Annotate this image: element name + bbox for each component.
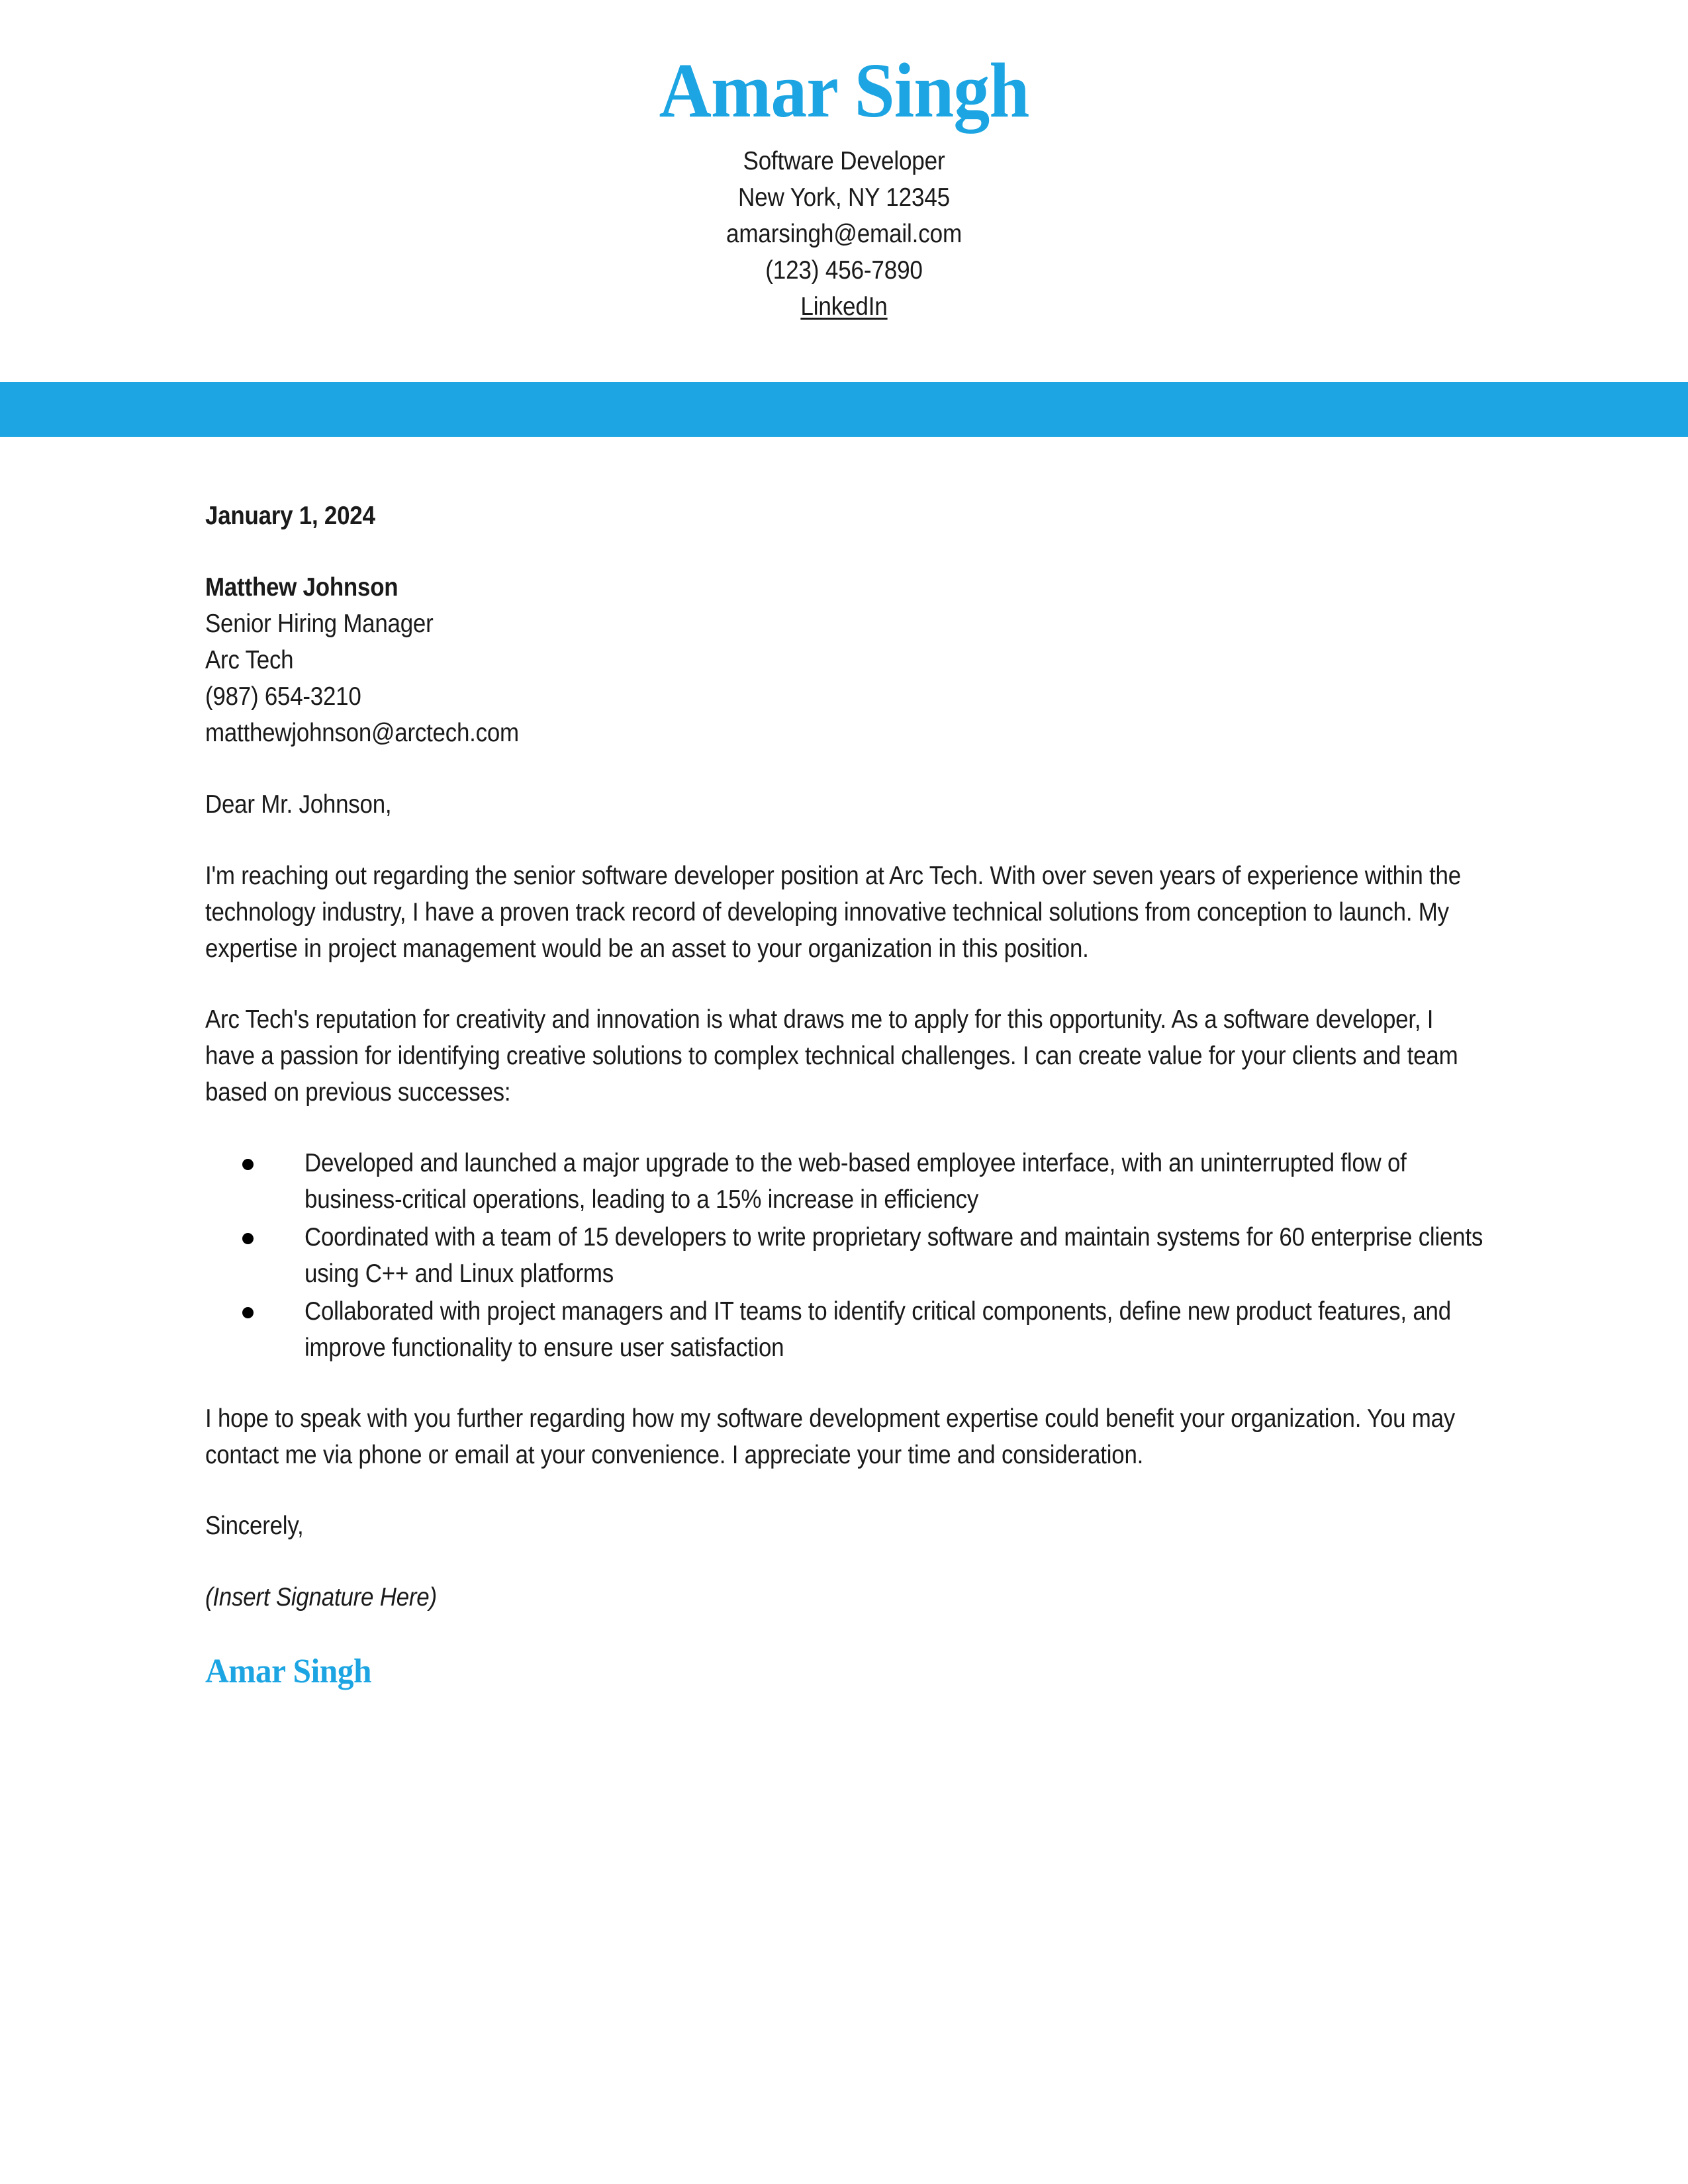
closing-paragraph (205, 1400, 1489, 1473)
list-item (205, 1293, 1489, 1366)
signature-name: Amar Singh (205, 1653, 372, 1690)
contact-block (0, 130, 1688, 325)
achievement-text: Coordinated with a team of 15 developers to write proprietary software and maintain systems for 60 enterprise clients using C++ and Linux platforms (305, 1223, 1483, 1288)
body-paragraph-2-text: Arc Tech's reputation for creativity and innovation is what draws me to apply for this opportunity. As a software developer, I have a passion for identifying creative solutions to complex technical challenges. I can create value for your clients and team based on previous successes: (205, 1005, 1458, 1107)
recipient-title: Senior Hiring Manager (205, 610, 434, 638)
header-linkedin-label: LinkedIn (800, 293, 888, 321)
body-paragraph-1 (205, 858, 1489, 967)
header-location: New York, NY 12345 (737, 183, 951, 212)
signature-placeholder (205, 1579, 1489, 1615)
letter-body (205, 498, 1489, 1692)
signature-placeholder-text: (Insert Signature Here) (205, 1583, 437, 1612)
achievement-text: Collaborated with project managers and IT teams to identify critical components, define new product features, and improve functionality to ensure user satisfaction (305, 1297, 1451, 1362)
achievements-list (205, 1145, 1489, 1366)
recipient-block (205, 569, 1489, 751)
header-email: amarsingh@email.com (726, 220, 962, 248)
body-paragraph-2 (205, 1001, 1489, 1111)
salutation (205, 786, 1489, 823)
list-item (205, 1219, 1489, 1292)
letter-date (205, 498, 1489, 534)
closing-paragraph-text: I hope to speak with you further regarding how my software development expertise could benefit your organization. You may contact me via phone or email at your convenience. I appreciate your time and consideration. (205, 1404, 1456, 1469)
recipient-email: matthewjohnson@arctech.com (205, 719, 519, 747)
body-paragraph-1-text: I'm reaching out regarding the senior software developer position at Arc Tech. With over seven years of experience within the technology industry, I have a proven track record of developing innovative technical solutions from conception to launch. My expertise in project management would be an asset to your organization in this position. (205, 862, 1461, 963)
achievement-text: Developed and launched a major upgrade to the web-based employee interface, with an uninterrupted flow of business-critical operations, leading to a 15% increase in efficiency (305, 1149, 1407, 1214)
header-phone: (123) 456-7890 (765, 256, 923, 285)
accent-divider-bar (0, 382, 1688, 437)
recipient-company: Arc Tech (205, 646, 294, 674)
page-title: Amar Singh (659, 47, 1029, 134)
list-item (205, 1145, 1489, 1218)
letter-header (0, 0, 1688, 325)
bullet-dot-icon (242, 1307, 254, 1318)
header-linkedin-link[interactable] (85, 289, 1604, 325)
recipient-phone: (987) 654-3210 (205, 682, 361, 711)
sign-off (205, 1508, 1489, 1544)
header-job-title: Software Developer (743, 147, 945, 175)
bullet-dot-icon (242, 1233, 254, 1244)
salutation-text: Dear Mr. Johnson, (205, 790, 392, 819)
sign-off-text: Sincerely, (205, 1512, 304, 1540)
bullet-dot-icon (242, 1159, 254, 1170)
recipient-name: Matthew Johnson (205, 573, 399, 602)
letter-date-text: January 1, 2024 (205, 502, 375, 530)
